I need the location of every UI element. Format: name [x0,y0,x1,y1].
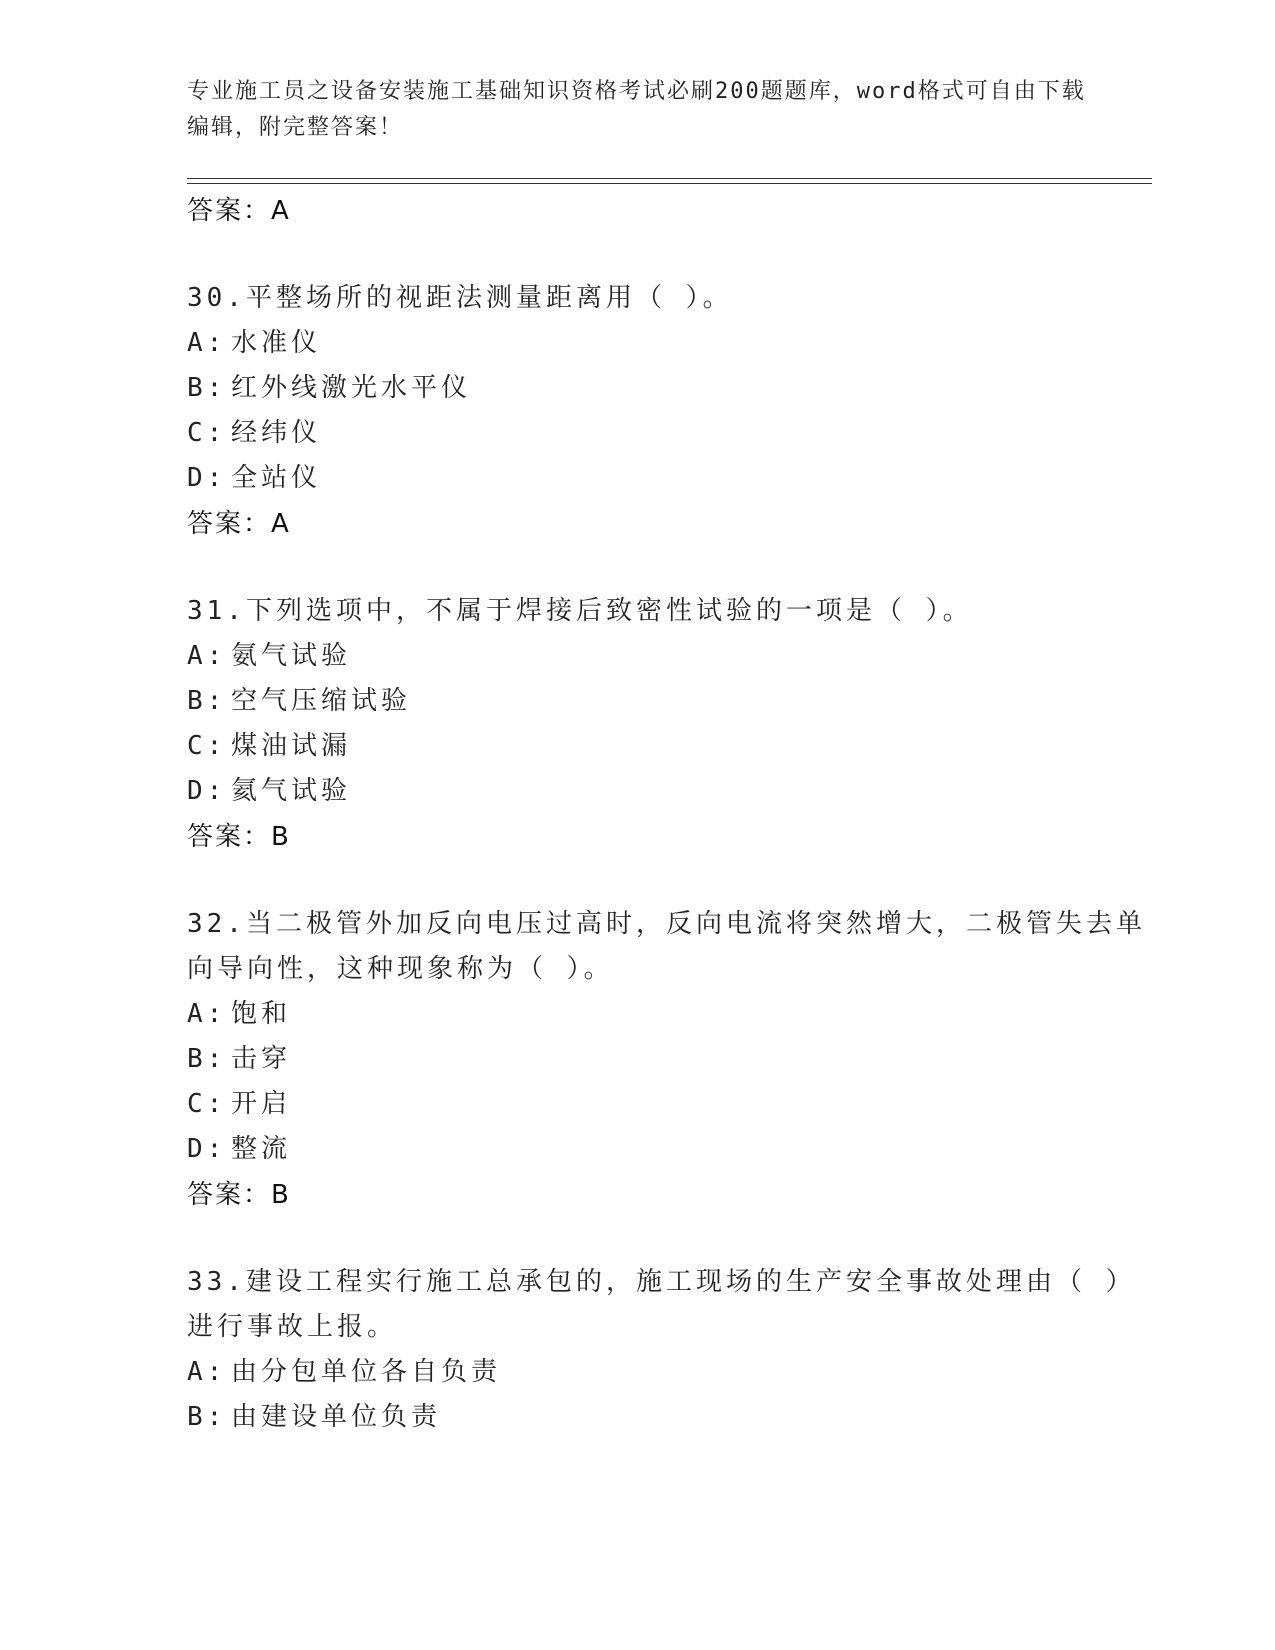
option-b [187,1037,1147,1082]
answer-line: 答案：A [187,196,291,226]
option-text: 红外线激光水平仪 [231,373,472,403]
option-a [187,1350,1147,1395]
option-c [187,724,1147,769]
header-divider-bottom [187,183,1152,184]
option-key: A: [187,1357,227,1387]
option-key: B: [187,1044,227,1074]
option-b [187,366,1147,411]
question-item [187,276,1147,547]
option-d [187,769,1147,814]
option-key: A: [187,999,227,1029]
option-text: 饱和 [231,999,292,1029]
option-b [187,1395,1147,1440]
answer-line: 答案：B [187,1180,291,1210]
option-b [187,679,1147,724]
option-key: C: [187,418,227,448]
option-text: 氦气试验 [231,776,352,806]
question-list [187,188,1147,1440]
option-text: 水准仪 [231,328,322,358]
option-a [187,634,1147,679]
option-key: D: [187,463,227,493]
option-text: 由分包单位各自负责 [231,1357,502,1387]
header-divider-top [187,178,1152,179]
option-key: A: [187,641,227,671]
document-header: 专业施工员之设备安装施工基础知识资格考试必刷200题题库，word格式可自由下载编辑，附完整答案！ [187,79,1086,140]
option-d [187,1127,1147,1172]
question-text: 30.平整场所的视距法测量距离用（ ）。 [187,283,733,313]
option-key: B: [187,1402,227,1432]
option-a [187,992,1147,1037]
question-text: 33.建设工程实行施工总承包的，施工现场的生产安全事故处理由（ ）进行事故上报。 [187,1267,1136,1342]
question-item [187,1260,1147,1440]
option-text: 空气压缩试验 [231,686,412,716]
option-text: 煤油试漏 [231,731,352,761]
option-c [187,1082,1147,1127]
option-key: A: [187,328,227,358]
answer-line: 答案：A [187,509,291,539]
question-item [187,589,1147,860]
option-d [187,456,1147,501]
option-text: 开启 [231,1089,292,1119]
option-text: 全站仪 [231,463,322,493]
option-c [187,411,1147,456]
question-text: 32.当二极管外加反向电压过高时，反向电流将突然增大，二极管失去单向导向性，这种现象称为（ ）。 [187,909,1146,984]
option-text: 经纬仪 [231,418,322,448]
option-text: 由建设单位负责 [231,1402,442,1432]
answer-line: 答案：B [187,822,291,852]
option-key: B: [187,373,227,403]
question-item [187,902,1147,1218]
option-text: 氨气试验 [231,641,352,671]
option-key: D: [187,1134,227,1164]
option-key: C: [187,731,227,761]
option-text: 击穿 [231,1044,292,1074]
option-a [187,321,1147,366]
question-text: 31.下列选项中，不属于焊接后致密性试验的一项是（ ）。 [187,596,973,626]
option-key: B: [187,686,227,716]
option-text: 整流 [231,1134,292,1164]
option-key: D: [187,776,227,806]
option-key: C: [187,1089,227,1119]
